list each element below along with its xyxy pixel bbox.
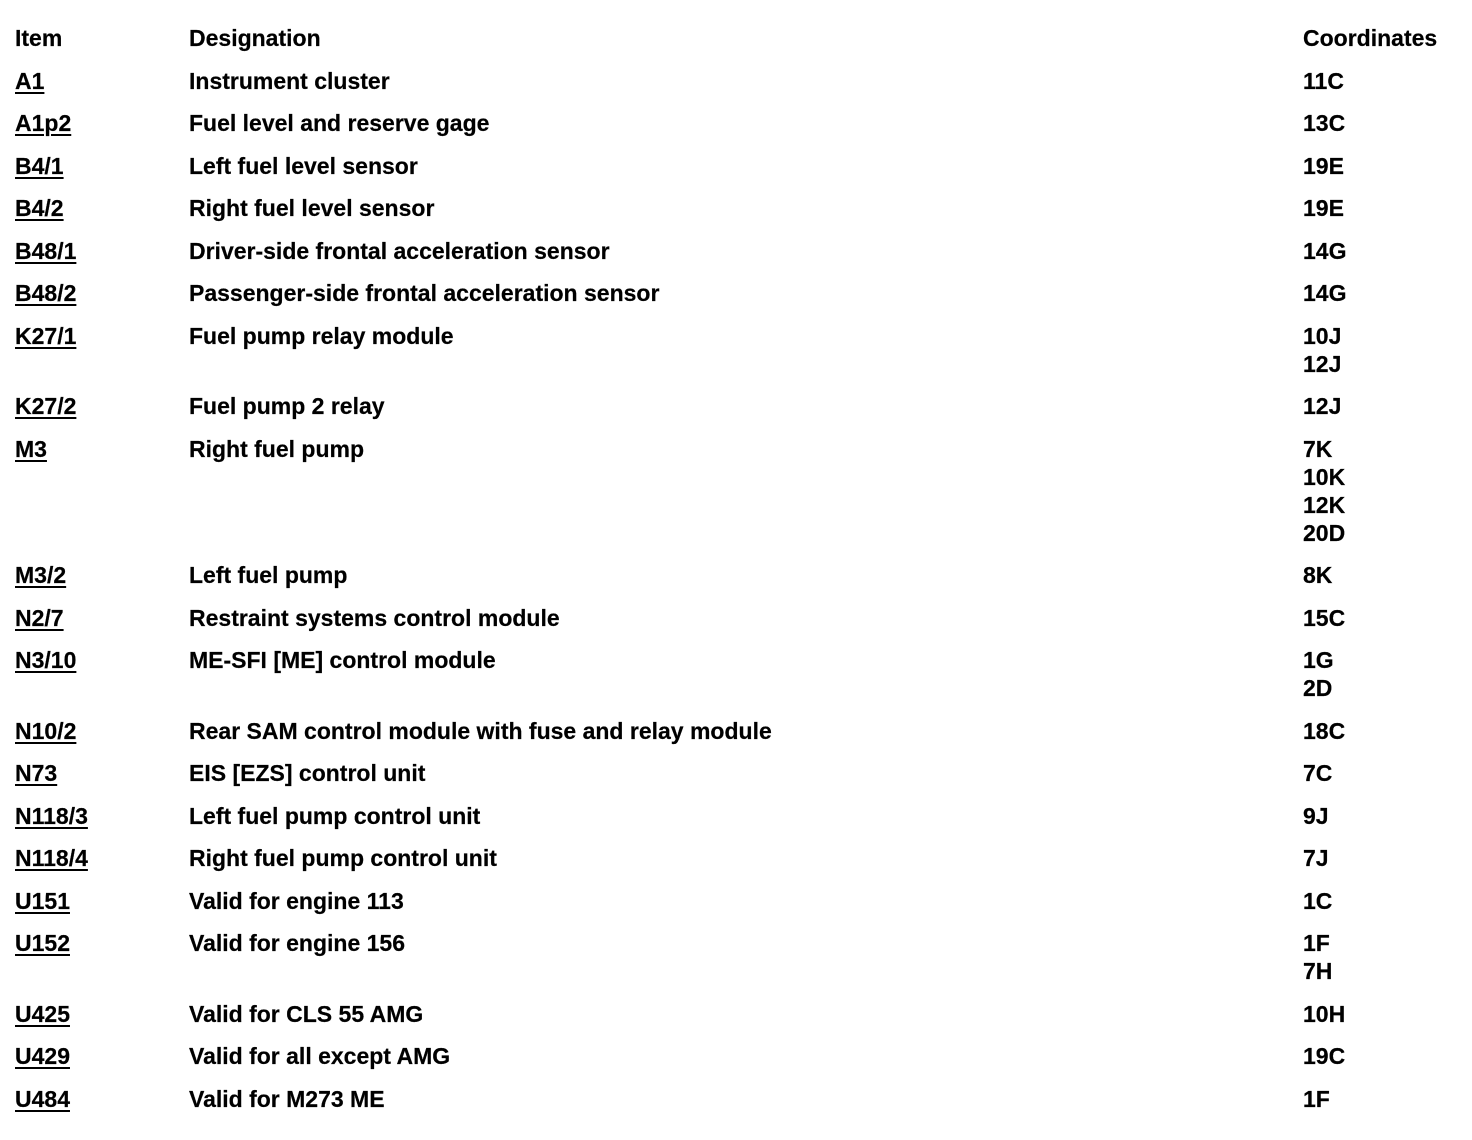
- designation-cell: Instrument cluster: [189, 67, 390, 94]
- table-row: [15, 152, 1465, 180]
- table-row: [15, 67, 1465, 95]
- item-cell: [15, 929, 189, 985]
- designation-cell: Fuel pump 2 relay: [189, 393, 385, 419]
- designation-cell: Valid for all except AMG: [189, 1043, 451, 1069]
- coordinate-value: 14G: [1303, 280, 1347, 306]
- table-row: [15, 109, 1465, 137]
- item-cell: [15, 717, 189, 745]
- coordinate-value: 19E: [1303, 152, 1344, 179]
- coordinate-value: 1F: [1303, 930, 1330, 956]
- item-link[interactable]: M3: [15, 435, 47, 462]
- coordinate-value: 18C: [1303, 717, 1346, 744]
- table-row: [15, 717, 1465, 745]
- item-cell: [15, 844, 189, 872]
- table-row: [15, 1085, 1465, 1113]
- item-cell: [15, 392, 189, 420]
- table-row: [15, 194, 1465, 222]
- item-link[interactable]: B48/2: [15, 280, 77, 306]
- coordinates-cell: [1303, 717, 1465, 745]
- item-link[interactable]: U151: [15, 887, 70, 914]
- designation-cell: Left fuel pump: [189, 562, 348, 588]
- item-link[interactable]: K27/2: [15, 393, 77, 419]
- coordinates-cell: [1303, 109, 1465, 137]
- coordinate-value: 14G: [1303, 237, 1347, 264]
- item-link[interactable]: A1p2: [15, 110, 72, 136]
- coordinates-cell: [1303, 237, 1465, 265]
- designation-cell: Restraint systems control module: [189, 604, 560, 631]
- designation-cell: ME-SFI [ME] control module: [189, 647, 496, 673]
- coordinate-value: 12K: [1303, 491, 1346, 518]
- item-link[interactable]: B4/2: [15, 195, 64, 221]
- designation-cell: Passenger-side frontal acceleration sensor: [189, 280, 660, 306]
- table-row: [15, 237, 1465, 265]
- coordinate-value: 2D: [1303, 675, 1333, 701]
- coordinates-cell: [1303, 1085, 1465, 1113]
- coordinate-value: 1C: [1303, 887, 1333, 914]
- designation-cell: Rear SAM control module with fuse and relay module: [189, 717, 772, 744]
- designation-cell: Valid for engine 113: [189, 887, 404, 914]
- designation-cell: Right fuel pump control unit: [189, 845, 497, 871]
- designation-cell: Valid for engine 156: [189, 930, 406, 956]
- item-cell: [15, 237, 189, 265]
- coordinate-value: 10J: [1303, 322, 1342, 349]
- coordinates-cell: [1303, 1000, 1465, 1028]
- item-cell: [15, 802, 189, 830]
- item-cell: [15, 435, 189, 547]
- coordinates-cell: [1303, 561, 1465, 589]
- item-link[interactable]: B4/1: [15, 152, 64, 179]
- table-row: [15, 759, 1465, 787]
- header-coordinates: Coordinates: [1303, 25, 1438, 51]
- designation-cell: Fuel level and reserve gage: [189, 110, 490, 136]
- coordinates-cell: [1303, 604, 1465, 632]
- table-row: [15, 887, 1465, 915]
- item-cell: [15, 194, 189, 222]
- item-cell: [15, 152, 189, 180]
- coordinates-cell: [1303, 1042, 1465, 1070]
- table-row: [15, 561, 1465, 589]
- coordinate-value: 7K: [1303, 435, 1333, 462]
- coordinates-cell: [1303, 67, 1465, 95]
- table-row: [15, 392, 1465, 420]
- coordinate-value: 15C: [1303, 604, 1346, 631]
- item-link[interactable]: U429: [15, 1043, 70, 1069]
- coordinate-value: 11C: [1303, 67, 1344, 94]
- coordinate-value: 12J: [1303, 350, 1342, 377]
- coordinate-value: 12J: [1303, 393, 1342, 419]
- item-link[interactable]: M3/2: [15, 562, 67, 588]
- coordinate-value: 20D: [1303, 519, 1346, 546]
- item-cell: [15, 279, 189, 307]
- designation-cell: Driver-side frontal acceleration sensor: [189, 237, 610, 264]
- item-cell: [15, 1000, 189, 1028]
- component-legend-table: [15, 24, 1465, 1127]
- coordinates-cell: [1303, 759, 1465, 787]
- coordinate-value: 10K: [1303, 463, 1346, 490]
- item-link[interactable]: U425: [15, 1000, 70, 1027]
- item-cell: [15, 759, 189, 787]
- table-body: [15, 67, 1465, 1113]
- table-row: [15, 1042, 1465, 1070]
- table-row: [15, 844, 1465, 872]
- item-link[interactable]: N3/10: [15, 647, 77, 673]
- table-row: [15, 604, 1465, 632]
- coordinate-value: 13C: [1303, 110, 1346, 136]
- coordinate-value: 7J: [1303, 845, 1329, 871]
- item-link[interactable]: N2/7: [15, 604, 64, 631]
- item-cell: [15, 604, 189, 632]
- table-row: [15, 929, 1465, 985]
- item-cell: [15, 109, 189, 137]
- table-header: [15, 24, 1465, 52]
- coordinate-value: 1G: [1303, 647, 1334, 673]
- item-cell: [15, 67, 189, 95]
- header-item: Item: [15, 25, 63, 51]
- item-link[interactable]: U484: [15, 1085, 70, 1112]
- item-link[interactable]: N73: [15, 760, 58, 786]
- item-cell: [15, 1042, 189, 1070]
- item-link[interactable]: N118/4: [15, 845, 88, 871]
- coordinates-cell: [1303, 279, 1465, 307]
- coordinate-value: 10H: [1303, 1000, 1346, 1027]
- coordinates-cell: [1303, 194, 1465, 222]
- designation-cell: Valid for M273 ME: [189, 1085, 385, 1112]
- item-link[interactable]: K27/1: [15, 322, 77, 349]
- designation-cell: Right fuel pump: [189, 435, 365, 462]
- item-cell: [15, 646, 189, 702]
- coordinates-cell: [1303, 646, 1465, 702]
- coordinate-value: 1F: [1303, 1085, 1330, 1112]
- item-cell: [15, 561, 189, 589]
- designation-cell: Left fuel pump control unit: [189, 802, 481, 829]
- designation-cell: Fuel pump relay module: [189, 322, 454, 349]
- table-row: [15, 435, 1465, 547]
- table-row: [15, 646, 1465, 702]
- coordinates-cell: [1303, 844, 1465, 872]
- item-cell: [15, 1085, 189, 1113]
- coordinates-cell: [1303, 929, 1465, 985]
- coordinates-cell: [1303, 802, 1465, 830]
- coordinates-cell: [1303, 322, 1465, 378]
- table-row: [15, 1000, 1465, 1028]
- coordinates-cell: [1303, 392, 1465, 420]
- coordinate-value: 7H: [1303, 958, 1333, 984]
- header-designation: Designation: [189, 25, 321, 51]
- designation-cell: EIS [EZS] control unit: [189, 760, 426, 786]
- item-link[interactable]: U152: [15, 930, 70, 956]
- coordinate-value: 8K: [1303, 562, 1333, 588]
- item-link[interactable]: N10/2: [15, 717, 77, 744]
- coordinates-cell: [1303, 887, 1465, 915]
- item-cell: [15, 322, 189, 378]
- table-row: [15, 322, 1465, 378]
- coordinate-value: 9J: [1303, 802, 1329, 829]
- coordinate-value: 19C: [1303, 1043, 1346, 1069]
- table-row: [15, 802, 1465, 830]
- designation-cell: Left fuel level sensor: [189, 152, 418, 179]
- item-cell: [15, 887, 189, 915]
- item-link[interactable]: A1: [15, 67, 45, 94]
- coordinate-value: 19E: [1303, 195, 1344, 221]
- coordinates-cell: [1303, 435, 1465, 547]
- item-link[interactable]: N118/3: [15, 802, 88, 829]
- designation-cell: Valid for CLS 55 AMG: [189, 1000, 424, 1027]
- table-row: [15, 279, 1465, 307]
- item-link[interactable]: B48/1: [15, 237, 77, 264]
- coordinate-value: 7C: [1303, 760, 1333, 786]
- coordinates-cell: [1303, 152, 1465, 180]
- designation-cell: Right fuel level sensor: [189, 195, 435, 221]
